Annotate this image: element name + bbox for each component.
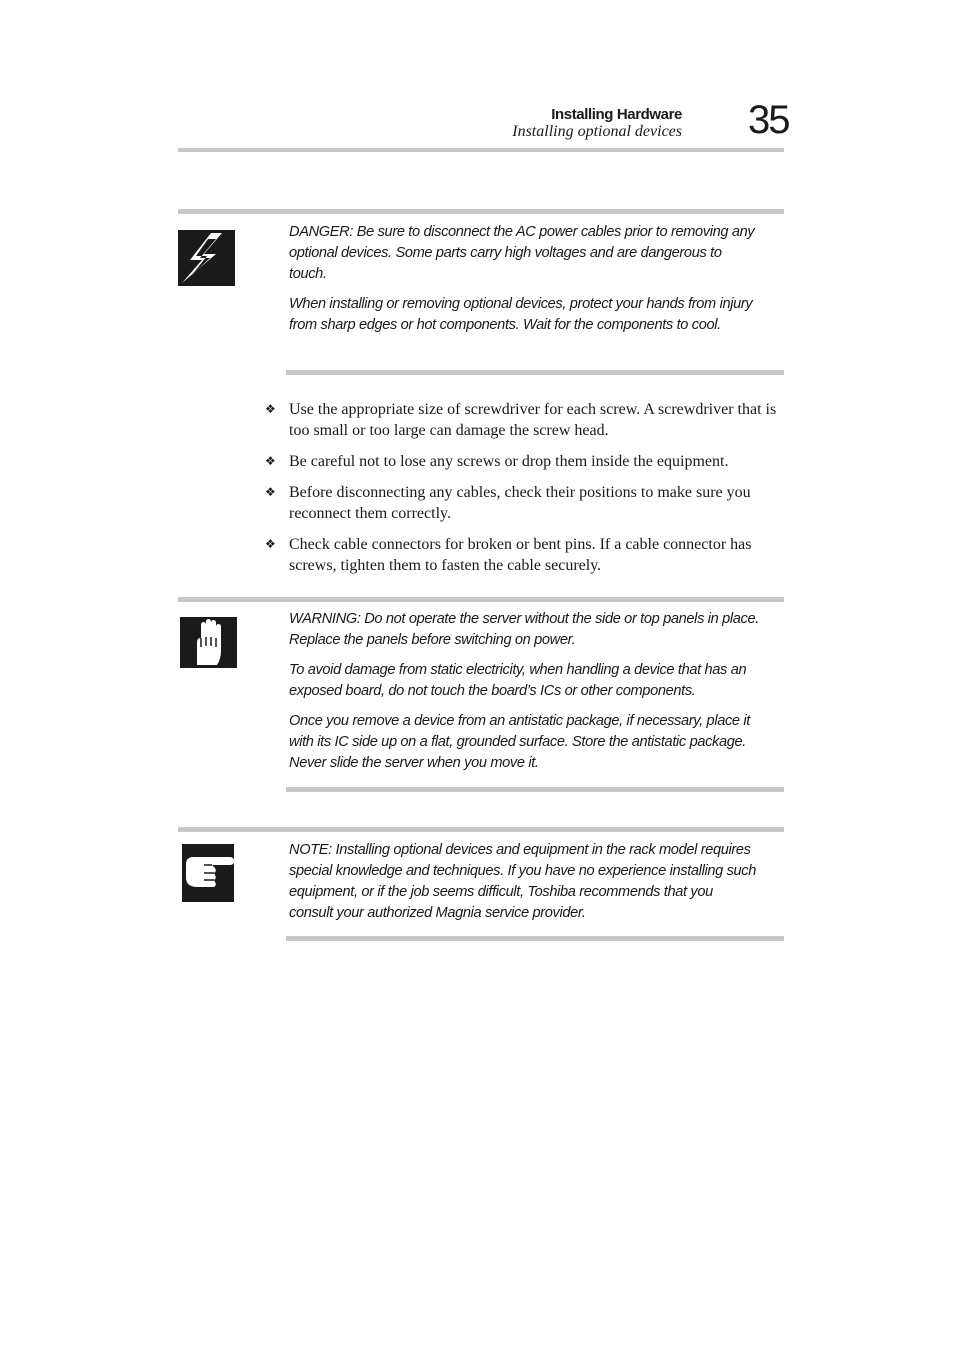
note-bottom-rule — [286, 936, 784, 941]
list-item — [264, 534, 784, 576]
page-number: 35 — [748, 98, 789, 142]
list-item-text: Check cable connectors for broken or bent pins. If a cable connector has screws, tighten them to fasten the cable securely. — [289, 536, 752, 574]
list-item-text: Use the appropriate size of screwdriver for each screw. A screwdriver that is too small or too large can damage the screw head. — [289, 401, 777, 439]
raised-hand-icon — [180, 617, 237, 668]
bullet-diamond-icon: ❖ — [265, 537, 276, 551]
bullet-diamond-icon: ❖ — [265, 402, 276, 416]
list-item — [264, 399, 784, 441]
warning-paragraph: Once you remove a device from an antistatic package, if necessary, place it with its IC side up on a flat, grounded surface. Store the antistatic package. Never slide the server when you move it. — [289, 713, 750, 771]
danger-paragraph: When installing or removing optional devices, protect your hands from injury from sharp edges or hot components. Wait for the components to cool. — [289, 296, 753, 333]
list-item — [264, 451, 784, 472]
warning-paragraph: WARNING: Do not operate the server without the side or top panels in place. Replace the panels before switching on power. — [289, 611, 759, 648]
list-item — [264, 482, 784, 524]
note-text — [289, 840, 759, 933]
warning-bottom-rule — [286, 787, 784, 792]
section-title: Installing optional devices — [512, 123, 682, 140]
danger-top-rule — [178, 209, 784, 214]
chapter-title: Installing Hardware — [551, 106, 682, 123]
bullet-diamond-icon: ❖ — [265, 485, 276, 499]
precaution-list — [264, 399, 784, 586]
lightning-bolt-icon — [178, 230, 235, 286]
list-item-text: Be careful not to lose any screws or drop them inside the equipment. — [289, 453, 729, 470]
header-rule — [178, 148, 784, 152]
warning-top-rule — [178, 597, 784, 602]
note-paragraph: NOTE: Installing optional devices and equipment in the rack model requires special knowledge and techniques. If you have no experience installing such equipment, or if the job seems difficult, Toshiba recommends that you consult your authorized Magnia service provider. — [289, 842, 757, 921]
warning-text — [289, 609, 759, 783]
pointing-hand-icon — [182, 844, 234, 902]
warning-paragraph: To avoid damage from static electricity, when handling a device that has an exposed board, do not touch the board’s ICs or other components. — [289, 662, 747, 699]
danger-text — [289, 222, 759, 345]
bullet-diamond-icon: ❖ — [265, 454, 276, 468]
note-top-rule — [178, 827, 784, 832]
danger-bottom-rule — [286, 370, 784, 375]
danger-paragraph: DANGER: Be sure to disconnect the AC power cables prior to removing any optional devices. Some parts carry high voltages and are dangerous to touch. — [289, 224, 755, 282]
list-item-text: Before disconnecting any cables, check their positions to make sure you reconnect them correctly. — [289, 484, 751, 522]
